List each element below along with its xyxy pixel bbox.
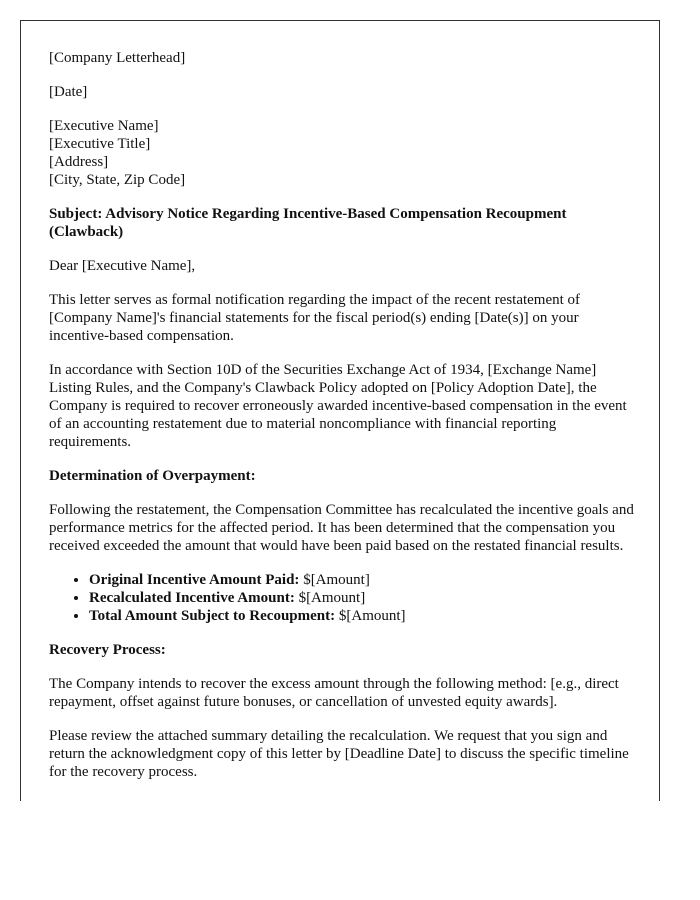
recipient-address: [Address] (49, 154, 109, 170)
overpayment-paragraph: Following the restatement, the Compensation Committee has recalculated the incentive goals and performance metrics for the affected period. It has been determined that the compensation you received exceeded the amount that would have been paid based on the restated financial results. (49, 502, 634, 554)
recovery-method-paragraph: The Company intends to recover the excess amount through the following method: [e.g., direct repayment, offset against future bonuses, or cancellation of unvested equity awards]. (49, 676, 619, 710)
total-recoupment-value: $[Amount] (335, 608, 406, 624)
list-item-total-recoupment (89, 607, 639, 625)
salutation: Dear [Executive Name], (49, 258, 196, 274)
subject-line: Subject: Advisory Notice Regarding Incentive-Based Compensation Recoupment (Clawback) (49, 206, 567, 240)
original-amount-value: $[Amount] (299, 572, 370, 588)
letter-page (20, 20, 660, 801)
recovery-heading: Recovery Process: (49, 642, 166, 658)
recipient-address-block (49, 117, 639, 189)
original-amount-label: Original Incentive Amount Paid: (89, 572, 300, 588)
letter-body (49, 49, 639, 797)
recalculated-amount-label: Recalculated Incentive Amount: (89, 590, 295, 606)
list-item-original-amount (89, 571, 639, 589)
amounts-list (49, 571, 639, 625)
recalculated-amount-value: $[Amount] (294, 590, 366, 606)
recipient-name: [Executive Name] (49, 118, 159, 134)
recipient-city-state-zip: [City, State, Zip Code] (49, 172, 186, 188)
intro-paragraph: This letter serves as formal notification regarding the impact of the recent restatement of [Company Name]'s financial statements for the fiscal period(s) ending [Date(s)] on your incentive-based compensation. (49, 292, 581, 344)
recovery-request-paragraph: Please review the attached summary detailing the recalculation. We request that you sign and return the acknowledgment copy of this letter by [Deadline Date] to discuss the specific timeline for the recovery process. (49, 728, 629, 780)
recipient-title: [Executive Title] (49, 136, 151, 152)
total-recoupment-label: Total Amount Subject to Recoupment: (89, 608, 336, 624)
letter-date: [Date] (49, 84, 88, 100)
list-item-recalculated-amount (89, 589, 639, 607)
legal-basis-paragraph: In accordance with Section 10D of the Securities Exchange Act of 1934, [Exchange Name] Listing Rules, and the Company's Clawback Policy adopted on [Policy Adoption Date], the Company is required to recover erroneously awarded incentive-based compensation in the event of an accounting restatement due to material noncompliance with financial reporting requirements. (49, 362, 627, 450)
company-letterhead: [Company Letterhead] (49, 50, 186, 66)
overpayment-heading: Determination of Overpayment: (49, 468, 256, 484)
